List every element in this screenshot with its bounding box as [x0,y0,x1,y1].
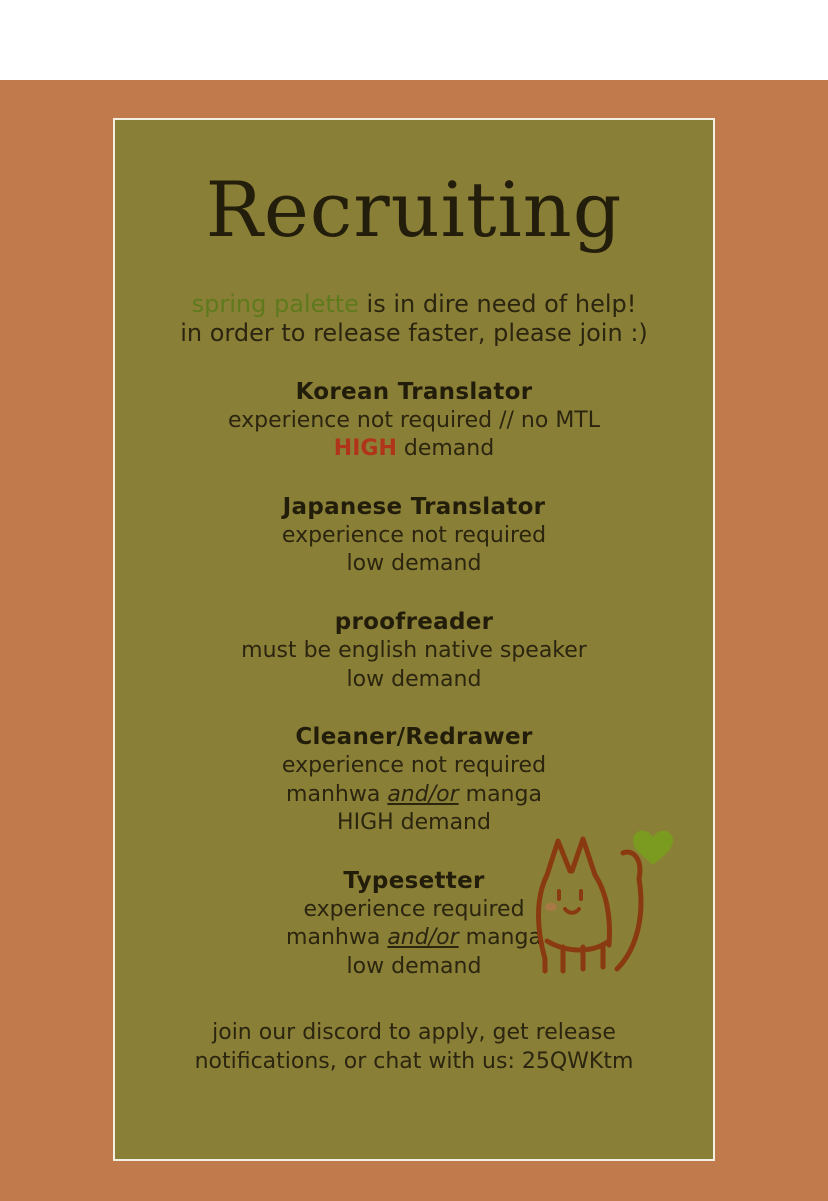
intro-line-1 [115,290,713,319]
role-medium [125,781,703,810]
role-title: Korean Translator [295,378,533,405]
medium-pre: manhwa [286,925,388,951]
role-japanese-translator [115,494,713,579]
poster-card [113,118,715,1161]
intro-line-1-rest: is in dire need of help! [358,290,637,318]
role-demand [125,435,703,464]
role-typesetter [115,868,713,982]
role-demand: low demand [346,954,482,980]
medium-pre: manhwa [286,781,388,807]
medium-post: manga [458,925,542,951]
role-demand: HIGH demand [337,810,491,836]
role-detail: experience required [303,896,525,922]
role-detail: experience not required [281,753,547,779]
page-title: Recruiting [205,165,623,254]
poster-content [115,120,713,1159]
demand-highlight: HIGH [333,436,397,462]
top-white-band [0,0,828,80]
role-detail: experience not required // no MTL [227,407,600,433]
role-cleaner-redrawer [115,724,713,838]
role-title: Japanese Translator [282,493,546,520]
demand-suffix: demand [396,436,495,462]
role-demand: low demand [346,666,482,692]
intro-line-2: in order to release faster, please join :) [180,319,648,348]
role-detail: experience not required [281,522,547,548]
footer-line-1: join our discord to apply, get release [212,1019,616,1045]
role-title: proofreader [334,608,494,635]
role-proofreader [115,609,713,694]
role-medium [125,924,703,953]
medium-emphasis: and/or [387,925,459,951]
role-korean-translator [115,379,713,464]
brand-name: spring palette [191,290,359,318]
footer-line-2: notifications, or chat with us: 25QWKtm [194,1048,634,1074]
role-demand: low demand [346,551,482,577]
footer-block [115,1018,713,1076]
intro-block [115,290,713,349]
medium-emphasis: and/or [387,781,459,807]
medium-post: manga [458,781,542,807]
role-title: Typesetter [343,867,485,894]
role-detail: must be english native speaker [241,637,587,663]
role-title: Cleaner/Redrawer [295,724,533,751]
